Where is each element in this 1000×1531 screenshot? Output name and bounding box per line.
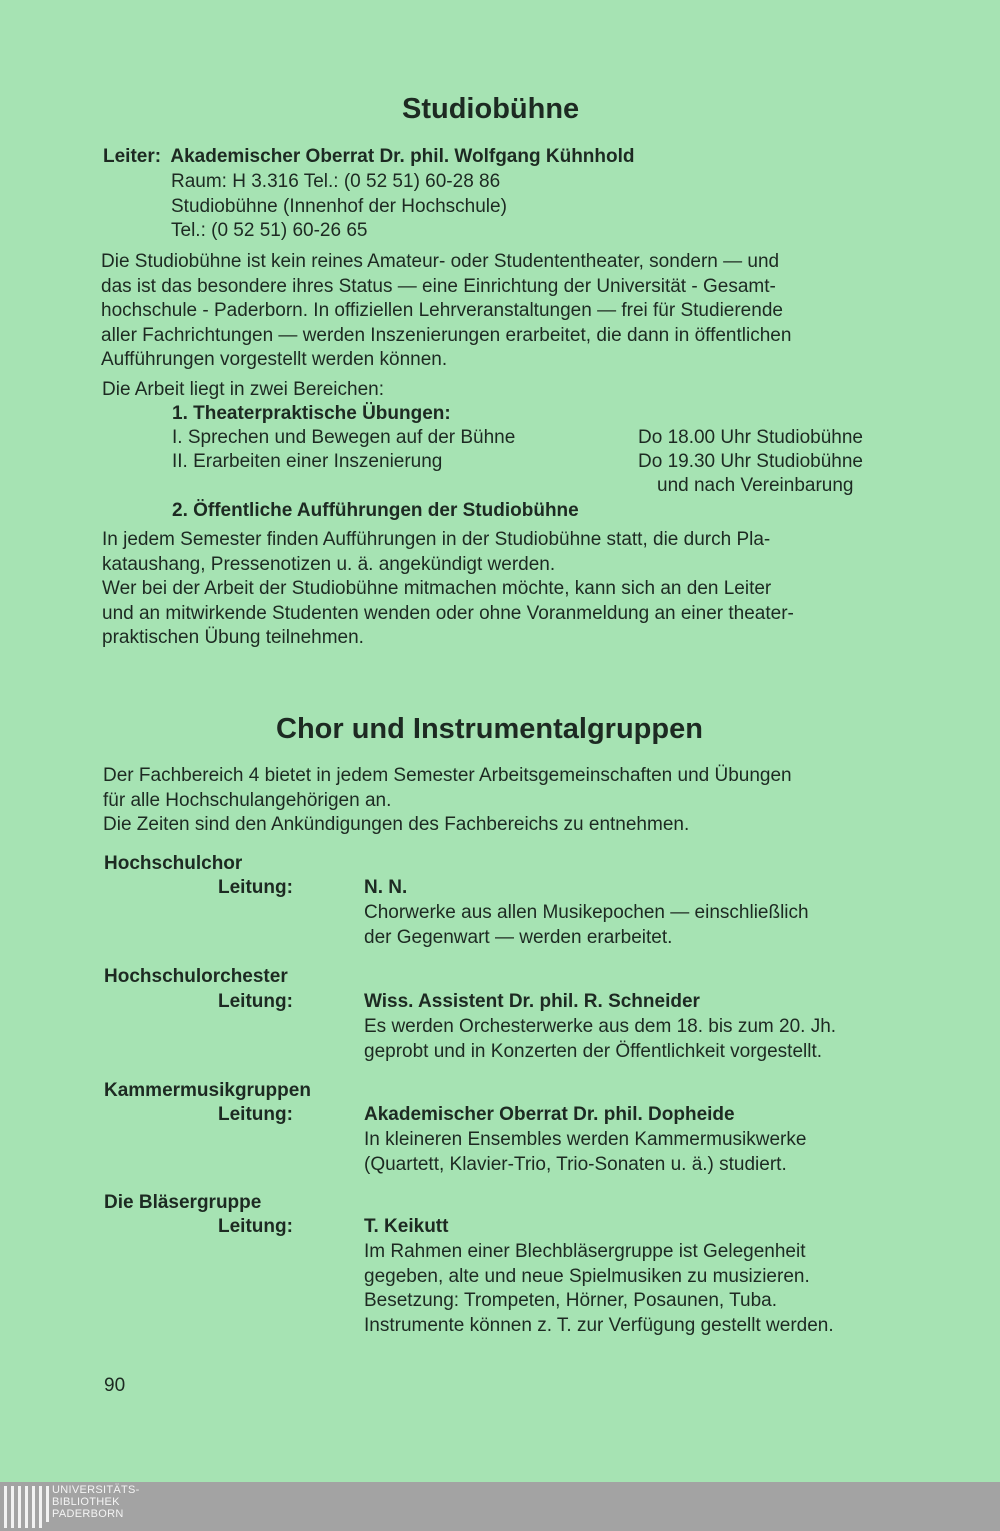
heading-theaterpraktische-uebungen: 1. Theaterpraktische Übungen:: [172, 403, 451, 424]
group-description: [364, 1240, 834, 1338]
group-leader: T. Keikutt: [364, 1216, 449, 1237]
studio-intro-paragraph: [101, 250, 791, 373]
group-description: [364, 1128, 806, 1177]
group-leader: N. N.: [364, 877, 408, 898]
text-line: (Quartett, Klavier-Trio, Trio-Sonaten u. ä.) studiert.: [364, 1153, 787, 1175]
text-line: praktischen Übung teilnehmen.: [102, 627, 364, 648]
chor-intro-paragraph: [103, 764, 792, 838]
course-time-1: Do 18.00 Uhr Studiobühne: [638, 427, 863, 448]
text-line: Instrumente können z. T. zur Verfügung gestellt werden.: [364, 1314, 834, 1336]
text-line: Im Rahmen einer Blechbläsergruppe ist Gelegenheit: [364, 1241, 806, 1262]
bereiche-intro: Die Arbeit liegt in zwei Bereichen:: [102, 379, 384, 400]
group-name: Hochschulchor: [104, 853, 243, 874]
group-leader: Wiss. Assistent Dr. phil. R. Schneider: [364, 991, 700, 1012]
contact-line: Raum: H 3.316 Tel.: (0 52 51) 60-28 86: [171, 171, 501, 192]
text-line: Die Studiobühne ist kein reines Amateur- oder Studententheater, sondern — und: [101, 251, 780, 272]
section-title-studiobuehne: Studiobühne: [402, 93, 580, 125]
leitung-label: Leitung:: [218, 877, 293, 898]
library-logo-text: UNIVERSITÄTS- BIBLIOTHEK PADERBORN: [52, 1484, 140, 1520]
library-footer-bar: [0, 1482, 1000, 1531]
text-line: und an mitwirkende Studenten wenden oder ohne Voranmeldung an einer theater-: [102, 602, 794, 624]
text-line: Es werden Orchesterwerke aus dem 18. bis zum 20. Jh.: [364, 1016, 837, 1037]
text-line: In jedem Semester finden Aufführungen in der Studiobühne statt, die durch Pla-: [102, 529, 771, 550]
text-line: Aufführungen vorgestellt werden können.: [101, 349, 448, 370]
text-line: für alle Hochschulangehörigen an.: [103, 789, 392, 811]
text-line: der Gegenwart — werden erarbeitet.: [364, 926, 673, 948]
group-name: Die Bläsergruppe: [104, 1192, 262, 1213]
course-time-2: Do 19.30 Uhr Studiobühne: [638, 451, 863, 472]
contact-line: Tel.: (0 52 51) 60-26 65: [171, 220, 368, 241]
text-line: kataushang, Pressenotizen u. ä. angekündigt werden.: [102, 553, 556, 575]
text-line: Besetzung: Trompeten, Hörner, Posaunen, Tuba.: [364, 1290, 777, 1311]
course-sprechen: I. Sprechen und Bewegen auf der Bühne: [172, 427, 516, 448]
course-time-2-note: und nach Vereinbarung: [657, 475, 854, 496]
leiter-label: Leiter:: [103, 146, 162, 167]
leitung-label: Leitung:: [218, 1216, 293, 1237]
section-title-chor: Chor und Instrumentalgruppen: [276, 713, 703, 745]
contact-line: Studiobühne (Innenhof der Hochschule): [171, 195, 507, 217]
text-line: aller Fachrichtungen — werden Inszenierungen erarbeitet, die dann in öffentlichen: [101, 324, 792, 346]
text-line: Der Fachbereich 4 bietet in jedem Semester Arbeitsgemeinschaften und Übungen: [103, 765, 792, 786]
text-line: Chorwerke aus allen Musikepochen — einschließlich: [364, 902, 809, 923]
group-name: Kammermusikgruppen: [104, 1080, 311, 1101]
leitung-label: Leitung:: [218, 991, 293, 1012]
library-logo-icon: [4, 1486, 49, 1528]
text-line: Die Zeiten sind den Ankündigungen des Fachbereichs zu entnehmen.: [103, 814, 690, 835]
leitung-label: Leitung:: [218, 1104, 293, 1125]
leiter-line: [103, 145, 635, 170]
group-description: [364, 901, 809, 950]
group-description: [364, 1015, 836, 1064]
studio-outro-paragraph: [102, 528, 794, 651]
leiter-name: Akademischer Oberrat Dr. phil. Wolfgang Kühnhold: [170, 146, 635, 167]
group-name: Hochschulorchester: [104, 966, 288, 987]
text-line: Wer bei der Arbeit der Studiobühne mitmachen möchte, kann sich an den Leiter: [102, 578, 772, 599]
contact-block: [171, 170, 507, 244]
group-leader: Akademischer Oberrat Dr. phil. Dopheide: [364, 1104, 735, 1125]
course-inszenierung: II. Erarbeiten einer Inszenierung: [172, 451, 443, 472]
text-line: geprobt und in Konzerten der Öffentlichkeit vorgestellt.: [364, 1040, 823, 1062]
heading-oeffentliche-auffuehrungen: 2. Öffentliche Aufführungen der Studiobühne: [172, 500, 579, 521]
text-line: gegeben, alte und neue Spielmusiken zu musizieren.: [364, 1265, 810, 1287]
text-line: das ist das besondere ihres Status — eine Einrichtung der Universität - Gesamt-: [101, 275, 776, 297]
text-line: In kleineren Ensembles werden Kammermusikwerke: [364, 1129, 807, 1150]
page-number: 90: [104, 1375, 126, 1396]
text-line: hochschule - Paderborn. In offiziellen Lehrveranstaltungen — frei für Studierende: [101, 300, 783, 321]
